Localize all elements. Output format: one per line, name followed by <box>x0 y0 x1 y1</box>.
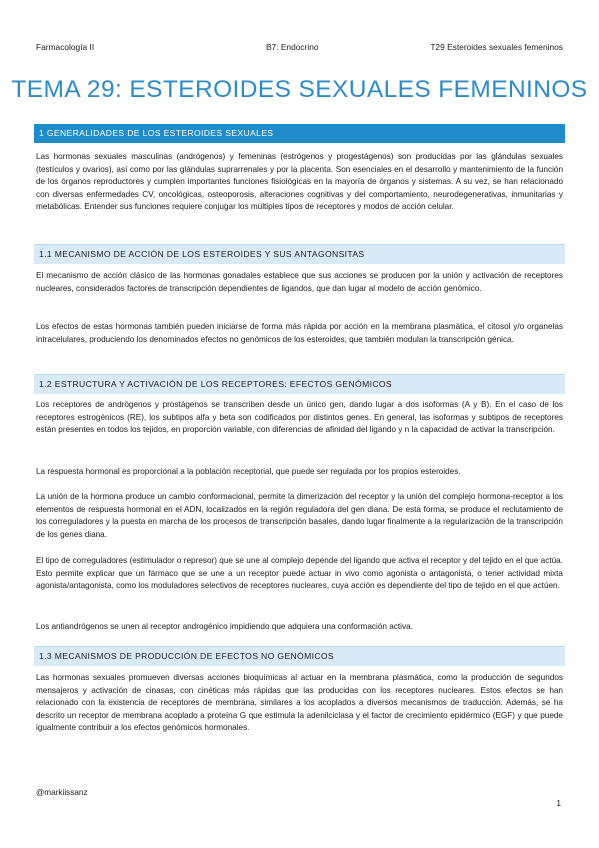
section-heading-1-2: 1.2 ESTRUCTURA Y ACTIVACIÓN DE LOS RECEPTORES: EFECTOS GENÓMICOS <box>34 374 565 394</box>
paragraph: Los efectos de estas hormonas también pueden iniciarse de forma más rápida por acción en la membrana plasmática, el citosol y/o organelas intracelulares, produciendo los denominados efectos no genómicos de los esteroides, que también modulan la transcripción génica. <box>36 322 563 344</box>
section-heading-1-1: 1.1 MECANISMO DE ACCIÓN DE LOS ESTEROIDES Y SUS ANTAGONSITAS <box>34 244 565 264</box>
document-title: TEMA 29: ESTEROIDES SEXUALES FEMENINOS <box>11 76 588 103</box>
author-handle: @markiissanz <box>36 788 88 797</box>
header-course: Farmacología II <box>36 42 95 52</box>
page-header <box>36 42 563 52</box>
paragraph: El tipo de correguladores (estimulador o represor) que se une al complejo depende del ligando que activa el receptor y del tejido en el que actúa. Esto permite explicar que un fármaco que se une a un receptor puede actuar in vivo como agonista o antagonista, o tener actividad mixta agonista/antagonista, como los moduladores selectivos de receptores nucleares, cuya acción es dependiente del tipo de tejido en el que actúen. <box>36 556 563 591</box>
paragraph: Las hormonas sexuales promueven diversas acciones bioquímicas al actuar en la membrana plasmática, como la producción de segundos mensajeros y activación de cinasas, con cinéticas más rápidas que las producidas con los receptores nucleares. Estos efectos se han relacionado con la existencia de receptores de membrana, similares a los acoplados a diversos mecanismos de traducción. Además, se ha descrito un receptor de membrana acoplado a proteína G que estimula la adenilciclasa y el factor de crecimiento epidérmico (EGF) y que puede igualmente contribuir a los efectos genómicos hormonales. <box>36 673 563 733</box>
paragraph: La unión de la hormona produce un cambio conformacional, permite la dimerización del receptor y la unión del complejo hormona-receptor a los elementos de respuesta hormonal en el ADN, localizados en la región reguladora del gen diana. De esta forma, se produce el reclutamiento de los correguladores y la puesta en marcha de los procesos de transcripción basales, dando lugar finalmente a la regularización de la transcripción de los genes diana. <box>36 492 563 539</box>
page-number: 1 <box>556 798 561 808</box>
paragraph: Las hormonas sexuales masculinas (andrógenos) y femeninas (estrógenos y progestágenos) son producidas por las glándulas sexuales (testículos y ovarios), así como por las glándulas suprarrenales y por la placenta. Son esenciales en el desarrollo y mantenimiento de la función de los órganos reproductores y cumplen importantes funciones fisiológicas en la mayoría de órganos y sistemas. A su vez, se han relacionado con diversas enfermedades CV, oncológicas, osteoporosis, alteraciones cognitivas y del comportamiento, neurodegenerativas, inmunitarias y metabólicas. Entender sus funciones requiere conjugar los múltiples tipos de receptores y modos de acción celular. <box>36 152 563 212</box>
paragraph: Los antiandrógenos se unen al receptor androgénico impidiendo que adquiera una conformación activa. <box>36 622 413 631</box>
paragraph: El mecanismo de acción clásico de las hormonas gonadales establece que sus acciones se producen por la unión y activación de receptores nucleares, considerados factores de transcripción dependientes de ligandos, que dan lugar al modelo de acción genómico. <box>36 271 563 293</box>
paragraph: Los receptores de andrógenos y prostágenos se transcriben desde un único gen, dando lugar a dos isoformas (A y B). En el caso de los receptores estrogénicos (RE), los subtipos alfa y beta son codificados por distintos genes. En general, las isoformas y subtipos de receptores están presentes en todos los tejidos, en proporción variable, con diferencias de afinidad del ligando y n la capacidad de activar la transcripción. <box>36 400 563 435</box>
paragraph: La respuesta hormonal es proporcional a la población receptorial, que puede ser regulada por los propios esteroides. <box>36 467 461 476</box>
section-heading-1: 1 GENERALIDADES DE LOS ESTEROIDES SEXUALES <box>34 124 565 143</box>
header-topic: T29 Esteroides sexuales femeninos <box>430 42 563 52</box>
section-heading-1-3: 1.3 MECANISMOS DE PRODUCCIÓN DE EFECTOS NO GENÓMICOS <box>34 646 565 666</box>
header-block: B7: Endocrino <box>265 42 319 52</box>
